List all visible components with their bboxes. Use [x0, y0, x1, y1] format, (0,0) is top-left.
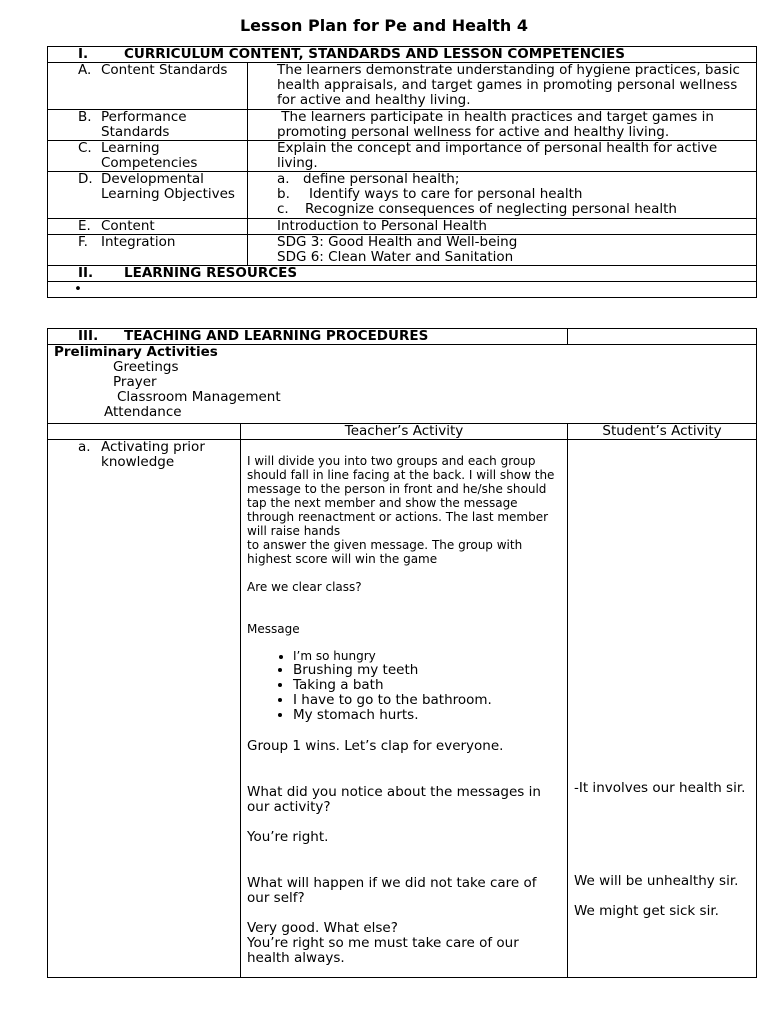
resources-row [48, 282, 757, 298]
teacher-instructions: I will divide you into two groups and each group should fall in line facing at the back. I will show the message to the person in front and he/she should tap the next member and show the message through reenactment or actions. The last member will raise hands [247, 454, 555, 538]
table-row [48, 235, 757, 266]
table-row [48, 141, 757, 172]
teacher-closing: You’re right so me must take care of our health always. [247, 935, 519, 966]
row-label: Content Standards [101, 62, 228, 78]
col-teacher-header: Teacher’s Activity [241, 424, 568, 440]
row-label: Content [101, 218, 155, 234]
row-letter: F. [78, 234, 88, 250]
preliminary-item: Greetings [113, 359, 179, 375]
preliminary-row [48, 345, 757, 424]
teacher-clear-question: Are we clear class? [247, 580, 362, 594]
step-label: Activating prior knowledge [101, 439, 205, 470]
row-label: Performance Standards [101, 109, 187, 140]
teacher-right: You’re right. [247, 829, 329, 845]
column-header-row [48, 424, 757, 440]
list-item: • Taking a bath [293, 678, 563, 693]
message-list [247, 649, 563, 723]
integration-line: SDG 6: Clean Water and Sanitation [277, 249, 514, 265]
row-letter: B. [78, 109, 92, 125]
table-row [48, 219, 757, 235]
objective-item: b. Identify ways to care for personal health [277, 186, 583, 202]
message-label: Message [247, 622, 300, 636]
row-value: The learners demonstrate understanding of hygiene practices, basic health appraisals, and target games in promoting personal wellness for active and healthy living. [248, 63, 757, 110]
row-label: Developmental Learning Objectives [101, 171, 235, 202]
row-letter: A. [78, 62, 92, 78]
row-letter: D. [78, 171, 93, 187]
preliminary-item: Attendance [104, 404, 182, 420]
preliminary-item: Prayer [113, 374, 157, 390]
teacher-question-1: What did you notice about the messages in our activity? [247, 784, 541, 815]
row-value: Introduction to Personal Health [248, 219, 757, 235]
section-heading: LEARNING RESOURCES [124, 265, 298, 281]
section-header-row [48, 329, 757, 345]
student-answer-1: -It involves our health sir. [574, 780, 746, 796]
preliminary-heading: Preliminary Activities [54, 344, 218, 360]
table-row [48, 110, 757, 141]
list-item: • I have to go to the bathroom. [293, 693, 563, 708]
list-item: • My stomach hurts. [293, 708, 563, 723]
teacher-question-2: What will happen if we did not take care of our self? [247, 875, 537, 906]
curriculum-table [47, 46, 757, 298]
page-title: Lesson Plan for Pe and Health 4 [239, 16, 529, 35]
procedures-table [47, 328, 757, 978]
section-number: II. [78, 265, 94, 281]
section-header-row [48, 266, 757, 282]
teacher-very-good: Very good. What else? [247, 920, 398, 936]
resource-bullet: • [48, 282, 757, 298]
list-item: • Brushing my teeth [293, 663, 563, 678]
row-label: Learning Competencies [101, 140, 198, 171]
section-number: III. [78, 328, 99, 344]
table-row [48, 63, 757, 110]
section-heading: CURRICULUM CONTENT, STANDARDS AND LESSON COMPETENCIES [124, 46, 625, 62]
step-letter: a. [78, 439, 91, 455]
col-student-header: Student’s Activity [568, 424, 757, 440]
student-answer-3: We might get sick sir. [574, 903, 719, 919]
list-item: • I’m so hungry [293, 649, 563, 663]
teacher-group-wins: Group 1 wins. Let’s clap for everyone. [247, 738, 504, 754]
section-header-row [48, 47, 757, 63]
student-answer-2: We will be unhealthy sir. [574, 873, 739, 889]
preliminary-item: Classroom Management [117, 389, 281, 405]
row-value: The learners participate in health practices and target games in promoting personal wellness for active and healthy living. [248, 110, 757, 141]
activity-row [48, 440, 757, 978]
section-heading: TEACHING AND LEARNING PROCEDURES [124, 328, 429, 344]
integration-line: SDG 3: Good Health and Well-being [277, 234, 518, 250]
row-label: Integration [101, 234, 176, 250]
teacher-instructions-2: to answer the given message. The group with highest score will win the game [247, 538, 523, 566]
row-letter: E. [78, 218, 91, 234]
objective-item: a. define personal health; [277, 171, 460, 187]
section-number: I. [78, 46, 89, 62]
row-letter: C. [78, 140, 92, 156]
table-row [48, 172, 757, 219]
row-value: Explain the concept and importance of personal health for active living. [248, 141, 757, 172]
objective-item: c. Recognize consequences of neglecting personal health [277, 201, 677, 217]
